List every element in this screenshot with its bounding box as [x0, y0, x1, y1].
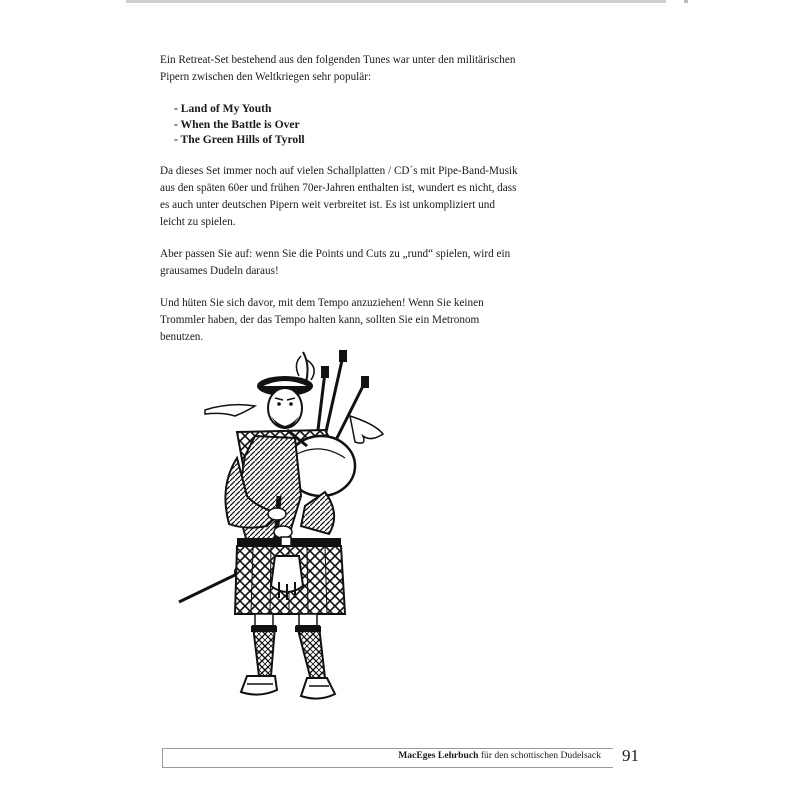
top-rule: [126, 0, 666, 3]
footer-text: [398, 750, 601, 761]
tune-list: [174, 101, 520, 148]
footer-book-title: MacEges Lehrbuch: [398, 750, 479, 761]
drone-tops: [321, 350, 369, 388]
tune-item: - When the Battle is Over: [174, 117, 300, 131]
tempo-paragraph: Und hüten Sie sich davor, mit dem Tempo anzuziehen! Wenn Sie keinen Trommler haben, der das Tempo halten kann, sollten Sie ein Metronom benutzen.: [160, 296, 484, 343]
warning-paragraph: Aber passen Sie auf: wenn Sie die Points und Cuts zu „rund“ spielen, wird ein grausames Dudeln daraus!: [160, 247, 511, 277]
footer-bar: [162, 748, 613, 768]
top-corner-mark: [684, 0, 688, 3]
bagpiper-illustration: [175, 346, 400, 718]
intro-paragraph: Ein Retreat-Set bestehend aus den folgenden Tunes war unter den militärischen Pipern zwischen den Weltkriegen sehr populär:: [160, 54, 516, 83]
footer-subtitle: für den schottischen Dudelsack: [478, 750, 601, 761]
tune-item: - The Green Hills of Tyroll: [174, 133, 305, 146]
page-number: 91: [622, 746, 639, 765]
tune-item: - Land of My Youth: [174, 102, 272, 115]
records-paragraph: Da dieses Set immer noch auf vielen Schallplatten / CD´s mit Pipe-Band-Musik aus den späten 60er und frühen 70er-Jahren enthalten ist, wundert es nicht, dass es auch unter deutschen Pipern weit verbreitet ist. Es ist unkompliziert und leicht zu spielen.: [160, 164, 518, 228]
body-text: [160, 52, 520, 346]
